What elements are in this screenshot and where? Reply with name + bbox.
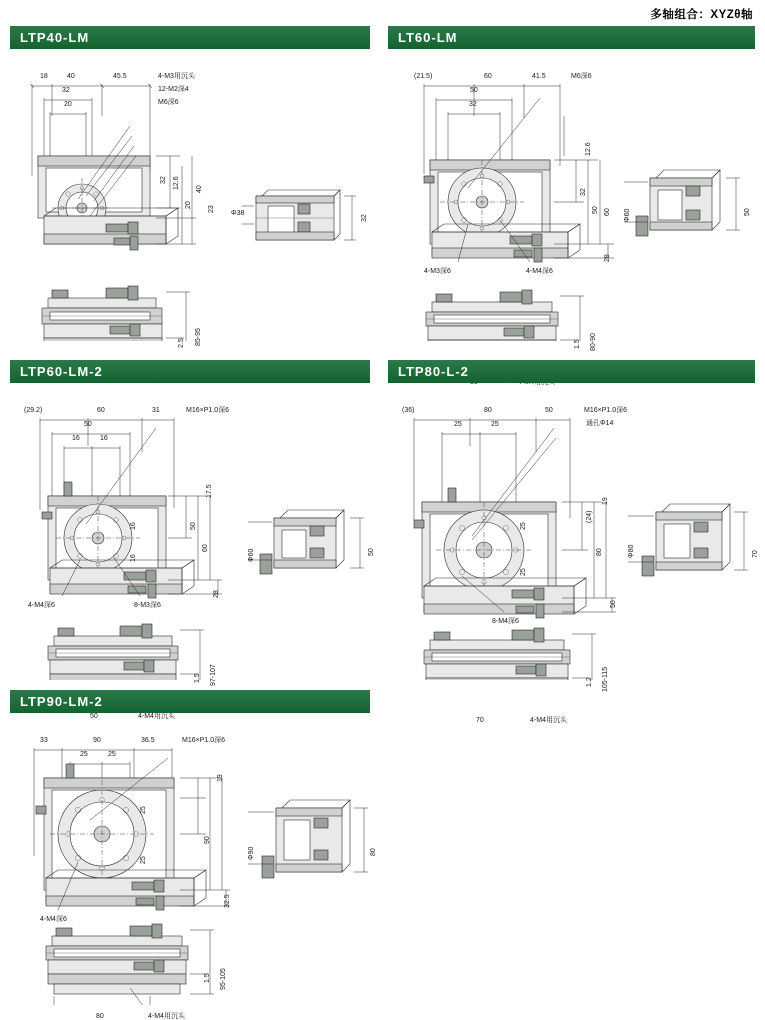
dim-label: 60 (97, 407, 105, 414)
section-banner-ltp60lm2 (10, 360, 370, 383)
callout-label: 8-M3深6 (134, 602, 161, 609)
dim-label: 50 (368, 548, 375, 556)
drawing-ltp90lm2 (10, 720, 377, 1020)
dim-label: 70 (476, 717, 484, 724)
dim-label: 25 (520, 522, 527, 530)
dim-label: 32 (62, 87, 70, 94)
dim-label: 50 (610, 600, 617, 608)
dim-label: 50 (470, 87, 478, 94)
section-title: LTP90-LM-2 (20, 694, 103, 709)
dim-label: 50 (744, 208, 751, 216)
dim-label: 16 (130, 554, 137, 562)
dim-label: 80 (370, 848, 377, 856)
dim-label: 80 (96, 1013, 104, 1020)
dim-label: (24) (586, 510, 593, 523)
callout-label: M6深6 (158, 99, 179, 106)
dim-label: 25 (454, 421, 462, 428)
section-banner-ltp90lm2 (10, 690, 370, 713)
dim-label: 50 (190, 522, 197, 530)
dim-label: 19 (602, 497, 609, 505)
dim-label: 25 (80, 751, 88, 758)
dim-label: 20 (64, 101, 72, 108)
dim-label: 18 (40, 73, 48, 80)
callout-label: 通孔Φ14 (586, 420, 614, 427)
dim-label: 1.5 (574, 339, 581, 349)
dim-label: 32 (361, 214, 368, 222)
dim-label: 25 (520, 568, 527, 576)
dim-label: Φ80 (628, 544, 635, 558)
dim-label: 40 (196, 185, 203, 193)
dim-label: 80 (596, 548, 603, 556)
dim-label: 90 (204, 836, 211, 844)
dim-label: 16 (72, 435, 80, 442)
dim-label: 28 (604, 254, 611, 262)
callout-label: 4-M4用沉头 (530, 717, 567, 724)
dim-label: (29.2) (24, 407, 43, 414)
dim-label: 60 (604, 208, 611, 216)
dim-label: 32.5 (224, 894, 231, 908)
dim-label: Φ90 (248, 846, 255, 860)
dim-label: 20 (185, 201, 192, 209)
section-title: LTP80-L-2 (398, 364, 469, 379)
dim-label: 90 (93, 737, 101, 744)
section-banner-lt60lm (388, 26, 755, 49)
dim-label: 33 (40, 737, 48, 744)
dim-label: 70 (752, 550, 759, 558)
section-banner-ltp80l2 (388, 360, 755, 383)
dim-label: 25 (491, 421, 499, 428)
callout-label: 4-M4用沉头 (148, 1013, 185, 1020)
callout-label: 8-M4深6 (492, 618, 519, 625)
dim-label: Φ60 (248, 548, 255, 562)
dim-label: 2.5 (178, 338, 185, 348)
dim-label: 17.5 (206, 484, 213, 498)
dim-label: 45.5 (113, 73, 127, 80)
dim-label: 16 (130, 522, 137, 530)
callout-label: 4-M4用沉头 (138, 713, 175, 720)
dim-label: 12.6 (585, 142, 592, 156)
dim-label: 32 (160, 176, 167, 184)
dim-label: 23 (208, 205, 215, 213)
callout-label: 4-M4深6 (40, 916, 67, 923)
callout-label: 4-M3深6 (424, 268, 451, 275)
dim-label: 25 (108, 751, 116, 758)
dim-label: 31 (152, 407, 160, 414)
page-title: 多轴组合：XYZθ轴 (650, 9, 753, 21)
callout-label: 4-M3用沉头 (158, 73, 195, 80)
callout-label: M16×P1.0深6 (186, 407, 229, 414)
dim-label: 80 (484, 407, 492, 414)
dim-label: 16 (100, 435, 108, 442)
callout-label: M16×P1.0深6 (584, 407, 627, 414)
dim-label: 25 (140, 856, 147, 864)
callout-label: 12-M2深4 (158, 86, 189, 93)
drawing-lt60lm (388, 56, 755, 351)
drawing-ltp40lm (10, 56, 370, 348)
dim-label: 60 (202, 544, 209, 552)
callout-label: 4-M4深6 (526, 268, 553, 275)
section-banner-ltp40lm (10, 26, 370, 49)
dim-label: 50 (592, 206, 599, 214)
dim-label: 105-115 (602, 666, 609, 692)
dim-label: 85-95 (195, 328, 202, 346)
section-title: LT60-LM (398, 30, 458, 45)
drawing-ltp80l2 (388, 390, 759, 724)
dim-label: (36) (402, 407, 415, 414)
dim-label: 97-107 (210, 664, 217, 686)
dim-label: 19 (217, 774, 224, 782)
dim-label: 41.5 (532, 73, 546, 80)
dim-label: 28 (213, 590, 220, 598)
dim-label: 80-90 (590, 333, 597, 351)
dim-label: 50 (90, 713, 98, 720)
callout-label: M16×P1.0深6 (182, 737, 225, 744)
dim-label: (21.5) (414, 73, 433, 80)
dim-label: 40 (67, 73, 75, 80)
dim-label: 1.5 (194, 673, 201, 683)
dim-label: 95-105 (220, 968, 227, 990)
dim-label: 32 (580, 188, 587, 196)
dim-label: 60 (484, 73, 492, 80)
section-title: LTP40-LM (20, 30, 90, 45)
dim-label: 1.2 (586, 677, 593, 687)
dim-label: Φ60 (624, 208, 631, 222)
dim-label: 50 (545, 407, 553, 414)
dim-label: 12.6 (173, 176, 180, 190)
dim-label: 1.5 (204, 973, 211, 983)
dim-label: 36.5 (141, 737, 155, 744)
dim-label: Φ38 (231, 210, 245, 217)
dim-label: 25 (140, 806, 147, 814)
dim-label: 32 (469, 101, 477, 108)
callout-label: 4-M4深6 (28, 602, 55, 609)
callout-label: M6深6 (571, 73, 592, 80)
section-title: LTP60-LM-2 (20, 364, 103, 379)
dim-label: 50 (84, 421, 92, 428)
